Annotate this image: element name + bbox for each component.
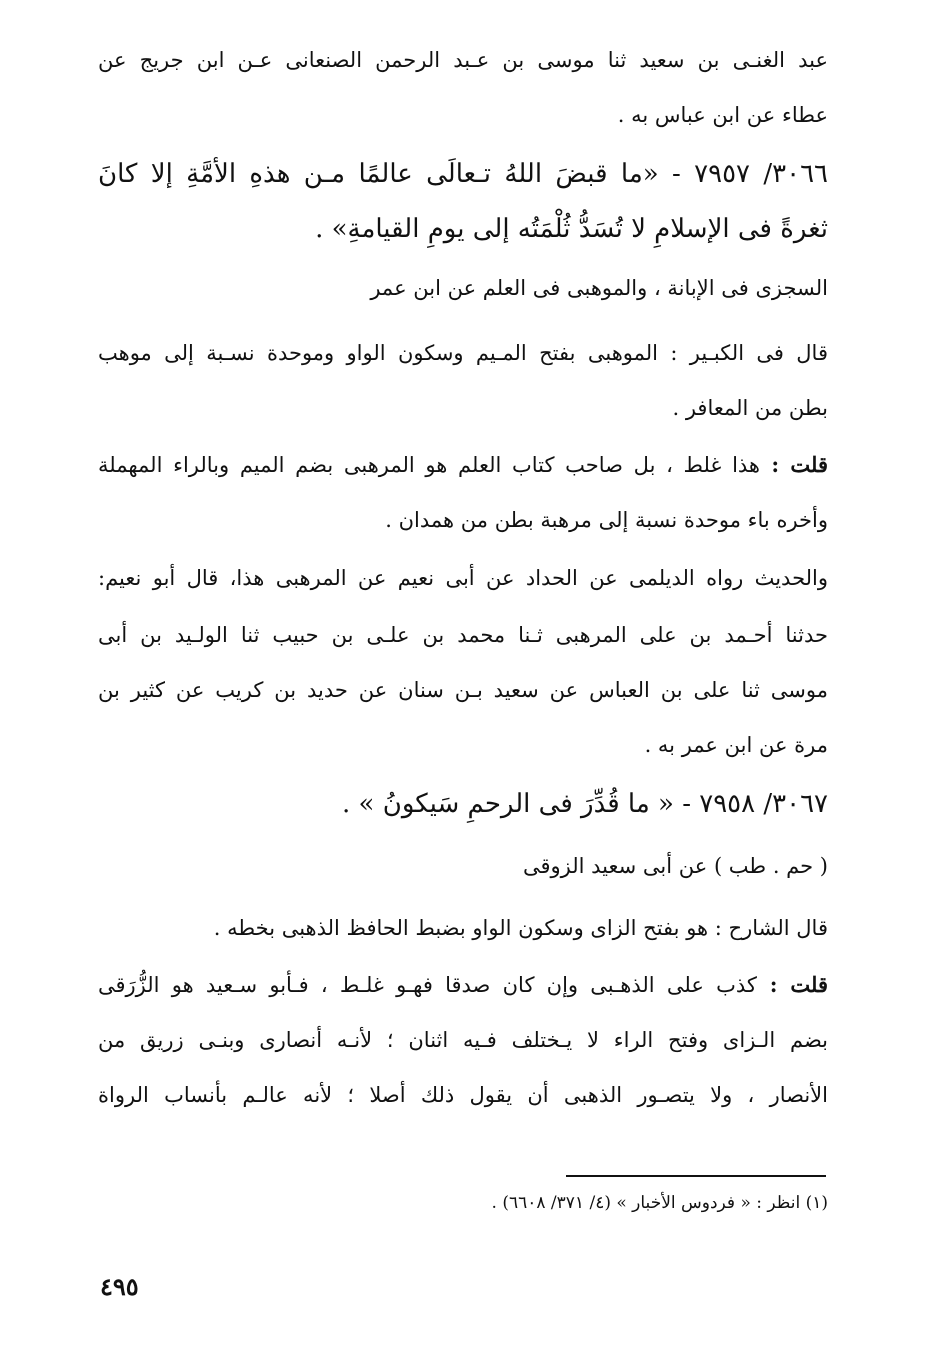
text-line [98, 727, 828, 763]
line-text: السجزى فى الإبانة ، والموهبى فى العلم عن ابن عمر [370, 276, 828, 300]
line-text: حدثنا أحـمد بن على المرهبى ثـنا محمد بن علـى بن حبيب ثنا الولـيد بن أبى [98, 623, 828, 647]
line-text: ٣٠٦٦/ ٧٩٥٧ - «ما قبضَ اللهُ تـعالَى عالمًا مـن هذهِ الأمَّةِ إلا كانَ [98, 159, 828, 189]
text-line [98, 782, 828, 826]
line-text: والحديث رواه الديلمى عن الحداد عن أبى نعيم عن المرهبى هذا، قال أبو نعيم: [98, 566, 828, 590]
line-text: بطن من المعافر . [672, 396, 828, 420]
text-line [98, 42, 828, 78]
text-line [98, 848, 828, 884]
text-line [98, 270, 828, 306]
text-line [98, 1077, 828, 1113]
footnote-separator [566, 1175, 826, 1177]
line-text: ٣٠٦٧/ ٧٩٥٨ - « ما قُدِّرَ فى الرحمِ سَيكونُ » . [342, 789, 828, 819]
line-text: عطاء عن ابن عباس به . [617, 103, 828, 127]
text-line [98, 447, 828, 483]
text-line [98, 207, 828, 251]
bold-lead-word: قلت : [756, 972, 828, 997]
line-text: ثغرةً فى الإسلامِ لا تُسَدُّ ثُلْمَتُه إلى يومِ القيامةِ» . [315, 214, 828, 244]
line-text: الأنصار ، ولا يتصـور الذهبى أن يقول ذلك أصلا ؛ لأنه عالـم بأنساب الرواة [98, 1083, 828, 1107]
text-line [98, 1022, 828, 1058]
line-text: قال فى الكبـير : الموهبى بفتح المـيم وسكون الواو وموحدة نسـبة إلى موهب [98, 341, 828, 365]
text-line [98, 617, 828, 653]
line-text: ( حم . طب ) عن أبى سعيد الزوقى [522, 854, 828, 878]
line-text: هذا غلط ، بل صاحب كتاب العلم هو المرهبى بضم الميم وبالراء المهملة [98, 453, 761, 477]
line-text: قال الشارح : هو بفتح الزاى وسكون الواو بضبط الحافظ الذهبى بخطه . [213, 916, 828, 940]
footnote: (١) انظر : « فردوس الأخبار » (٤/ ٣٧١/ ٦٦٠٨) . [491, 1193, 828, 1213]
line-text: عبد الغنـى بن سعيد ثنا موسى بن عـبد الرحمن الصنعانى عـن ابن جريج عن [98, 48, 828, 72]
text-line [98, 910, 828, 946]
line-text: مرة عن ابن عمر به . [644, 733, 828, 757]
text-line [98, 390, 828, 426]
text-line [98, 967, 828, 1003]
line-text: وأخره باء موحدة نسبة إلى مرهبة بطن من همدان . [385, 508, 828, 532]
bold-lead-word: قلت : [760, 452, 828, 477]
text-line [98, 335, 828, 371]
text-line [98, 560, 828, 596]
text-line [98, 152, 828, 196]
line-text: موسى ثنا على بن العباس عن سعيد بـن سنان عن حديد بن كريب عن كثير بن [98, 678, 828, 702]
page-number: ٤٩٥ [100, 1272, 139, 1301]
text-line [98, 502, 828, 538]
text-line [98, 672, 828, 708]
line-text: بضم الـزاى وفتح الراء لا يـختلف فـيه اثنان ؛ لأنـه أنصارى وبنـى زريق من [98, 1028, 828, 1052]
text-line [98, 97, 828, 133]
line-text: كذب على الذهـبى وإن كان صدقا فهـو غلـط ، فـأبو سـعيد هو الزُّرَقى [98, 973, 757, 997]
